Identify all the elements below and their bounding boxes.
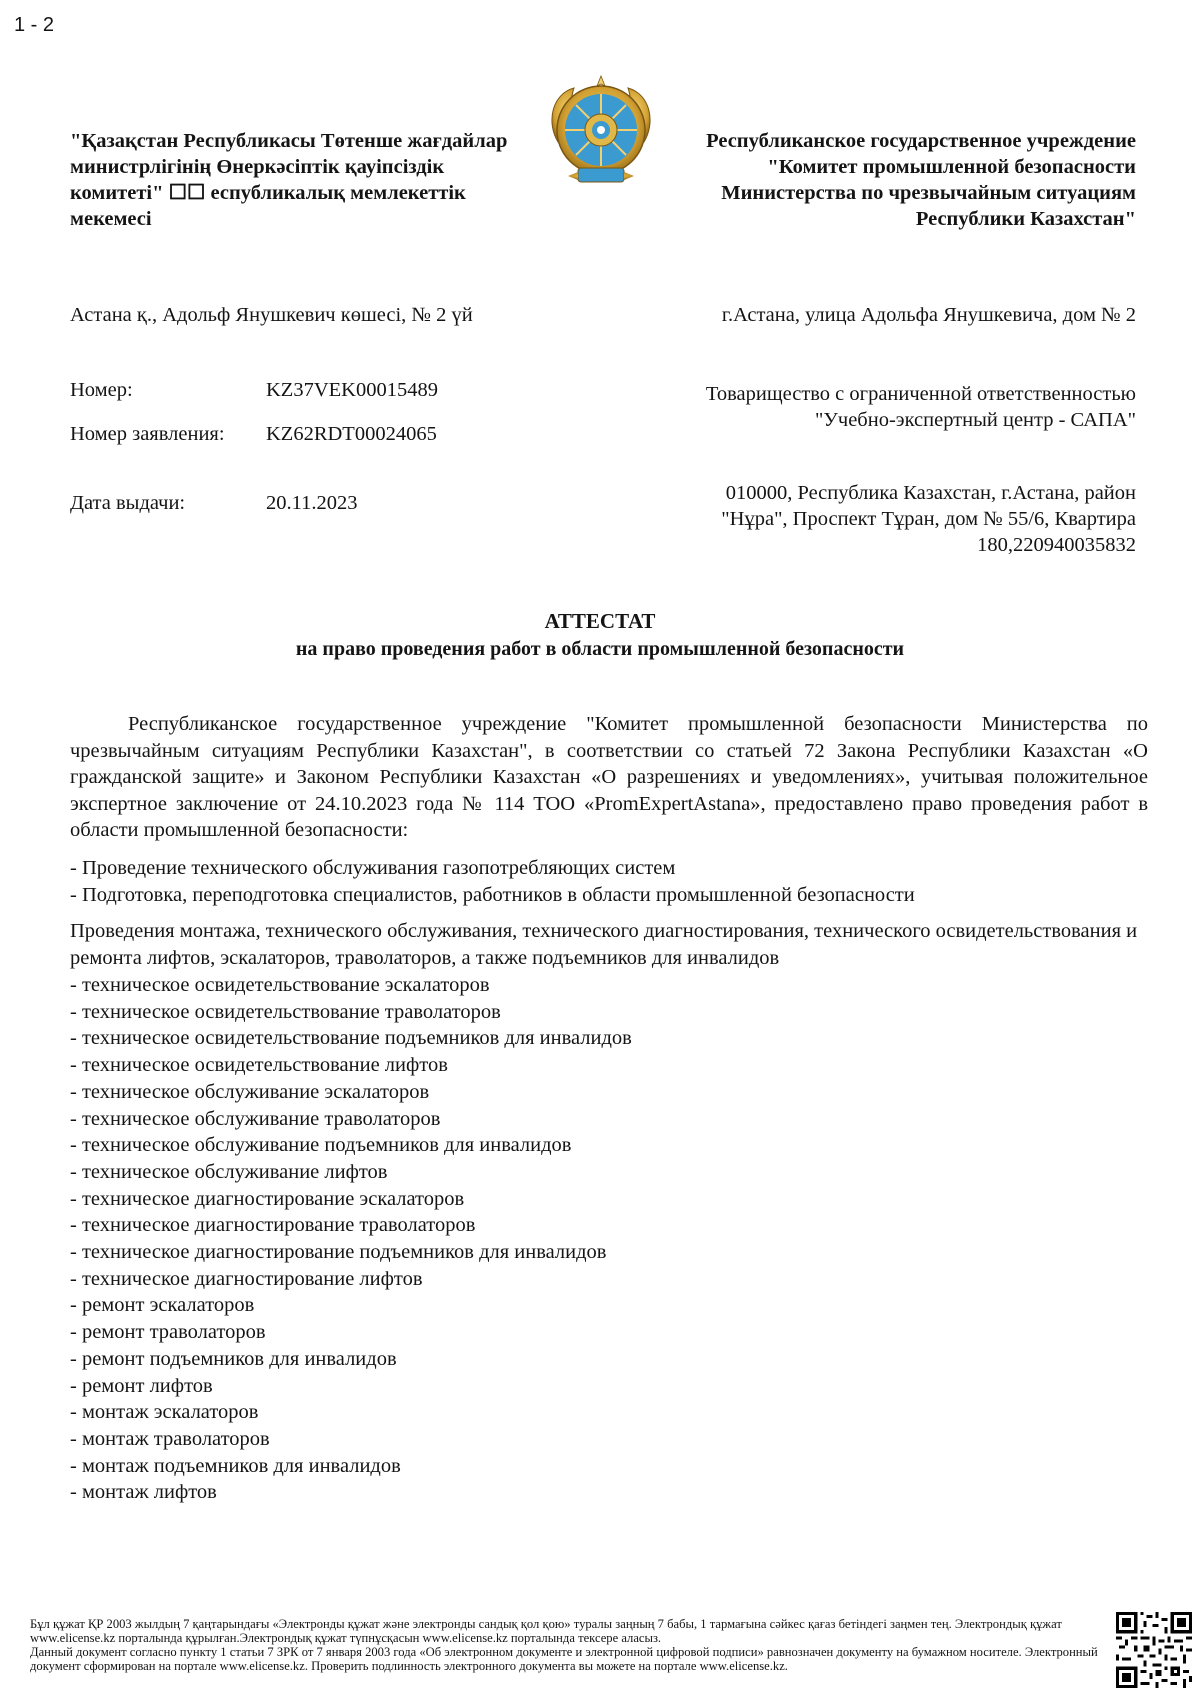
document-subtitle: на право проведения работ в области промышленной безопасности (295, 638, 905, 660)
issuer-name-ru: Республиканское государственное учреждение "Комитет промышленной безопасности Министерства по чрезвычайным ситуациям Республики Казахстан" (706, 130, 1136, 230)
qr-code-icon (1116, 1612, 1192, 1688)
works-heading: Проведения монтажа, технического обслуживания, технического диагностирования, технического освидетельствования и ремонта лифтов, эскалаторов, траволаторов, а также подъемников для инвалидов (70, 920, 1138, 969)
list-item: - ремонт лифтов (70, 1373, 1148, 1400)
list-item: - техническое диагностирование лифтов (70, 1266, 1148, 1293)
list-item: - техническое обслуживание траволаторов (70, 1106, 1148, 1133)
list-item: - техническое диагностирование эскалаторов (70, 1186, 1148, 1213)
list-item: - монтаж подъемников для инвалидов (70, 1453, 1148, 1480)
list-item: - монтаж эскалаторов (70, 1399, 1148, 1426)
recipient-address: 010000, Республика Казахстан, г.Астана, район "Нұра", Проспект Тұран, дом № 55/6, Квартира 180,220940035832 (721, 482, 1136, 556)
date-value: 20.11.2023 (266, 492, 358, 514)
kazakhstan-state-emblem-icon (538, 72, 664, 198)
list-item: - техническое освидетельствование эскалаторов (70, 972, 1148, 999)
page-number: 1 - 2 (14, 14, 55, 36)
list-item: - ремонт подъемников для инвалидов (70, 1346, 1148, 1373)
document-title: АТТЕСТАТ (544, 609, 656, 633)
application-value: KZ62RDT00024065 (266, 423, 437, 445)
document-body: Республиканское государственное учреждение "Комитет промышленной безопасности Министерства по чрезвычайным ситуациям Республики Казахстан", в соответствии со статьей 72 Закона Республики Казахстан «О гражданской защите» и Законом Республики Казахстан «О разрешениях и уведомлениях», учитывая положительное экспертное заключение от 24.10.2023 года № 114 ТОО «PromExpertAstana», предоставлено право проведения работ в области промышленной безопасности: (70, 713, 1148, 841)
application-label: Номер заявления: (70, 423, 225, 445)
date-label: Дата выдачи: (70, 492, 186, 514)
number-label: Номер: (70, 379, 133, 401)
footer-text-ru: Данный документ согласно пункту 1 статьи 7 ЗРК от 7 января 2003 года «Об электронном документе и электронной цифровой подписи» равнозначен документу на бумажном носителе. Электронный документ сформирован на портале www.elicense.kz. Проверить подлинность электронного документа вы можете на портале www.elicense.kz. (30, 1645, 1098, 1673)
list-item: - монтаж траволаторов (70, 1426, 1148, 1453)
issuer-address-ru: г.Астана, улица Адольфа Янушкевича, дом № 2 (721, 304, 1136, 326)
issuer-address-kz: Астана қ., Адольф Янушкевич көшесі, № 2 үй (70, 304, 473, 326)
list-item: - техническое обслуживание подъемников для инвалидов (70, 1132, 1148, 1159)
list-item: - техническое освидетельствование траволаторов (70, 999, 1148, 1026)
list-item: - техническое освидетельствование лифтов (70, 1052, 1148, 1079)
list-item: - техническое обслуживание лифтов (70, 1159, 1148, 1186)
list-item: - техническое освидетельствование подъемников для инвалидов (70, 1025, 1148, 1052)
recipient-name: Товарищество с ограниченной ответственностью "Учебно-экспертный центр - САПА" (705, 383, 1136, 431)
footer-disclaimer (30, 1617, 1110, 1673)
list-item: - Подготовка, переподготовка специалистов, работников в области промышленной безопасности (70, 882, 1148, 909)
footer-text-kz: Бұл құжат ҚР 2003 жылдың 7 қаңтарындағы «Электронды құжат және электронды сандық қол қою» туралы заңның 7 бабы, 1 тармағына сәйкес қағаз бетіндегі заңмен тең. Электрондық құжат www.elicense.kz порталында құрылған.Электрондық құжат түпнұсқасын www.elicense.kz порталында тексере аласыз. (30, 1617, 1062, 1645)
number-value: KZ37VEK00015489 (266, 379, 438, 401)
issuer-name-kz: "Қазақстан Республикасы Төтенше жағдайлар министрлігінің Өнеркәсіптік қауіпсіздік комитеті" ☐☐ еспубликалық мемлекеттік мекемесі (70, 130, 508, 230)
list-item: - ремонт траволаторов (70, 1319, 1148, 1346)
list-item: - техническое обслуживание эскалаторов (70, 1079, 1148, 1106)
list-item: - техническое диагностирование подъемников для инвалидов (70, 1239, 1148, 1266)
list-item: - Проведение технического обслуживания газопотребляющих систем (70, 855, 1148, 882)
works-list (70, 972, 1148, 1506)
list-item: - ремонт эскалаторов (70, 1292, 1148, 1319)
list-item: - монтаж лифтов (70, 1479, 1148, 1506)
list-item: - техническое диагностирование траволаторов (70, 1212, 1148, 1239)
services-list (70, 855, 1148, 908)
